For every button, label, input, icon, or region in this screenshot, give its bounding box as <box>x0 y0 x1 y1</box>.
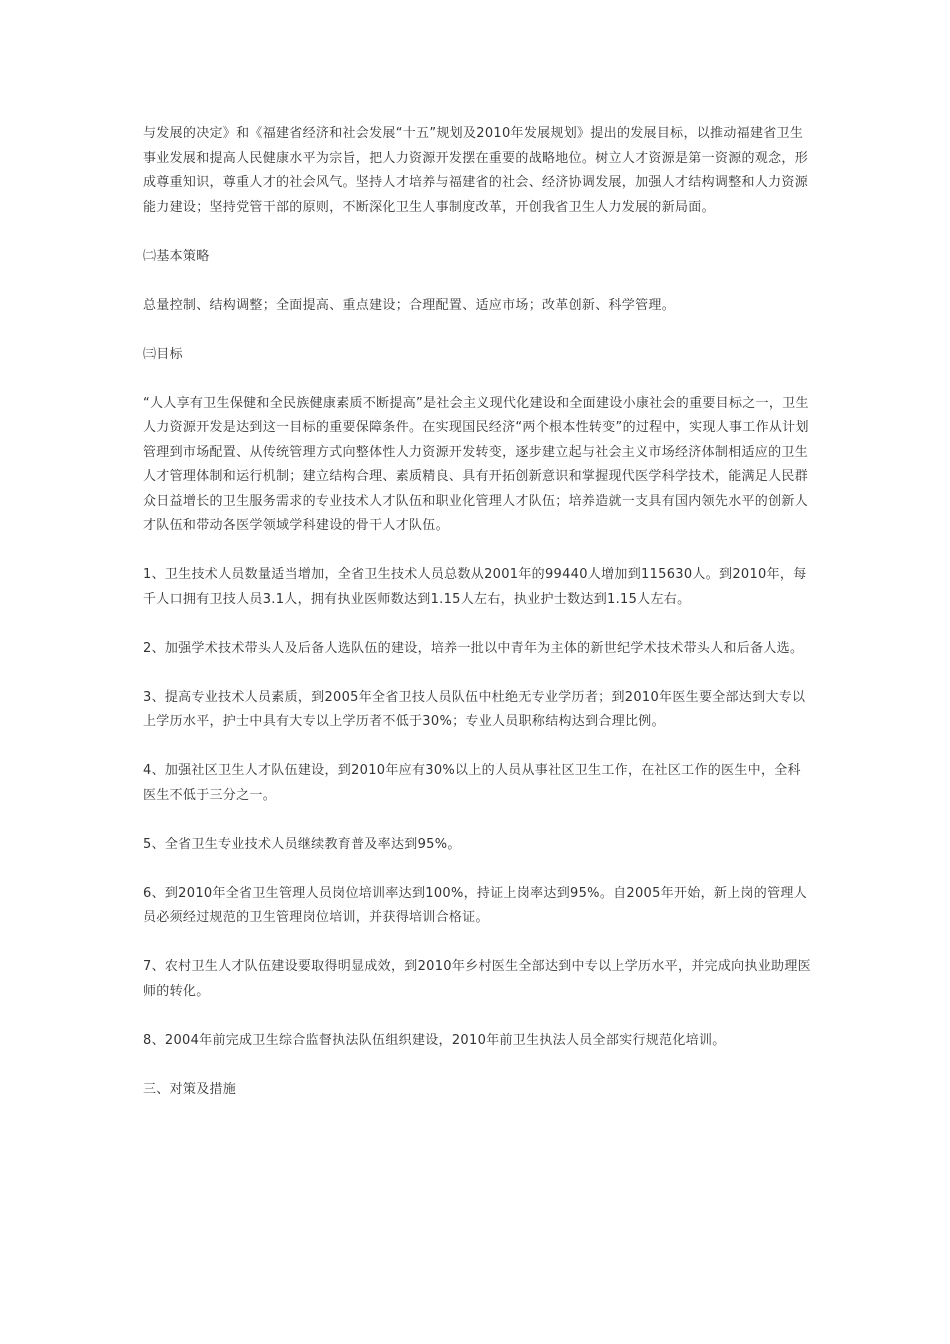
goal-heading: ㈢目标 <box>143 346 183 362</box>
document-body <box>143 122 811 1102</box>
goal-item-3: 3、提高专业技术人员素质，到2005年全省卫技人员队伍中杜绝无专业学历者；到2010年医生要全部达到大专以上学历水平，护士中具有大专以上学历者不低于30%；专业人员职称结构达到合理比例。 <box>143 689 806 729</box>
section-three-heading: 三、对策及措施 <box>143 1081 237 1097</box>
goal-item-6: 6、到2010年全省卫生管理人员岗位培训率达到100%，持证上岗率达到95%。自2005年开始，新上岗的管理人员必须经过规范的卫生管理岗位培训，并获得培训合格证。 <box>143 885 807 925</box>
goal-item-4: 4、加强社区卫生人才队伍建设，到2010年应有30%以上的人员从事社区卫生工作，在社区工作的医生中，全科医生不低于三分之一。 <box>143 763 801 803</box>
goal-item-8: 8、2004年前完成卫生综合监督执法队伍组织建设，2010年前卫生执法人员全部实行规范化培训。 <box>143 1032 726 1048</box>
goal-item-2: 2、加强学术技术带头人及后备人选队伍的建设，培养一批以中青年为主体的新世纪学术技术带头人和后备人选。 <box>143 640 804 656</box>
strategy-heading: ㈡基本策略 <box>143 248 210 264</box>
goal-item-1: 1、卫生技术人员数量适当增加，全省卫生技术人员总数从2001年的99440人增加到115630人。到2010年，每千人口拥有卫技人员3.1人，拥有执业医师数达到1.15人左右，执业护士数达到1.15人左右。 <box>143 567 807 607</box>
strategy-paragraph: 总量控制、结构调整；全面提高、重点建设；合理配置、适应市场；改革创新、科学管理。 <box>143 297 676 313</box>
goal-paragraph: “人人享有卫生保健和全民族健康素质不断提高”是社会主义现代化建设和全面建设小康社会的重要目标之一，卫生人力资源开发是达到这一目标的重要保障条件。在实现国民经济“两个根本性转变”的过程中，实现人事工作从计划管理到市场配置、从传统管理方式向整体性人力资源开发转变，逐步建立起与社会主义市场经济体制相适应的卫生人才管理体制和运行机制；建立结构合理、素质精良、具有开拓创新意识和掌握现代医学科学技术，能满足人民群众日益增长的卫生服务需求的专业技术人才队伍和职业化管理人才队伍；培养造就一支具有国内领先水平的创新人才队伍和带动各医学领域学科建设的骨干人才队伍。 <box>143 395 809 533</box>
goal-item-5: 5、全省卫生专业技术人员继续教育普及率达到95%。 <box>143 836 461 852</box>
intro-paragraph: 与发展的决定》和《福建省经济和社会发展“十五”规划及2010年发展规划》提出的发展目标，以推动福建省卫生事业发展和提高人民健康水平为宗旨，把人力资源开发摆在重要的战略地位。树立人才资源是第一资源的观念，形成尊重知识，尊重人才的社会风气。坚持人才培养与福建省的社会、经济协调发展，加强人才结构调整和人力资源能力建设；坚持党管干部的原则，不断深化卫生人事制度改革，开创我省卫生人力发展的新局面。 <box>143 126 809 215</box>
goal-item-7: 7、农村卫生人才队伍建设要取得明显成效，到2010年乡村医生全部达到中专以上学历水平，并完成向执业助理医师的转化。 <box>143 959 811 999</box>
